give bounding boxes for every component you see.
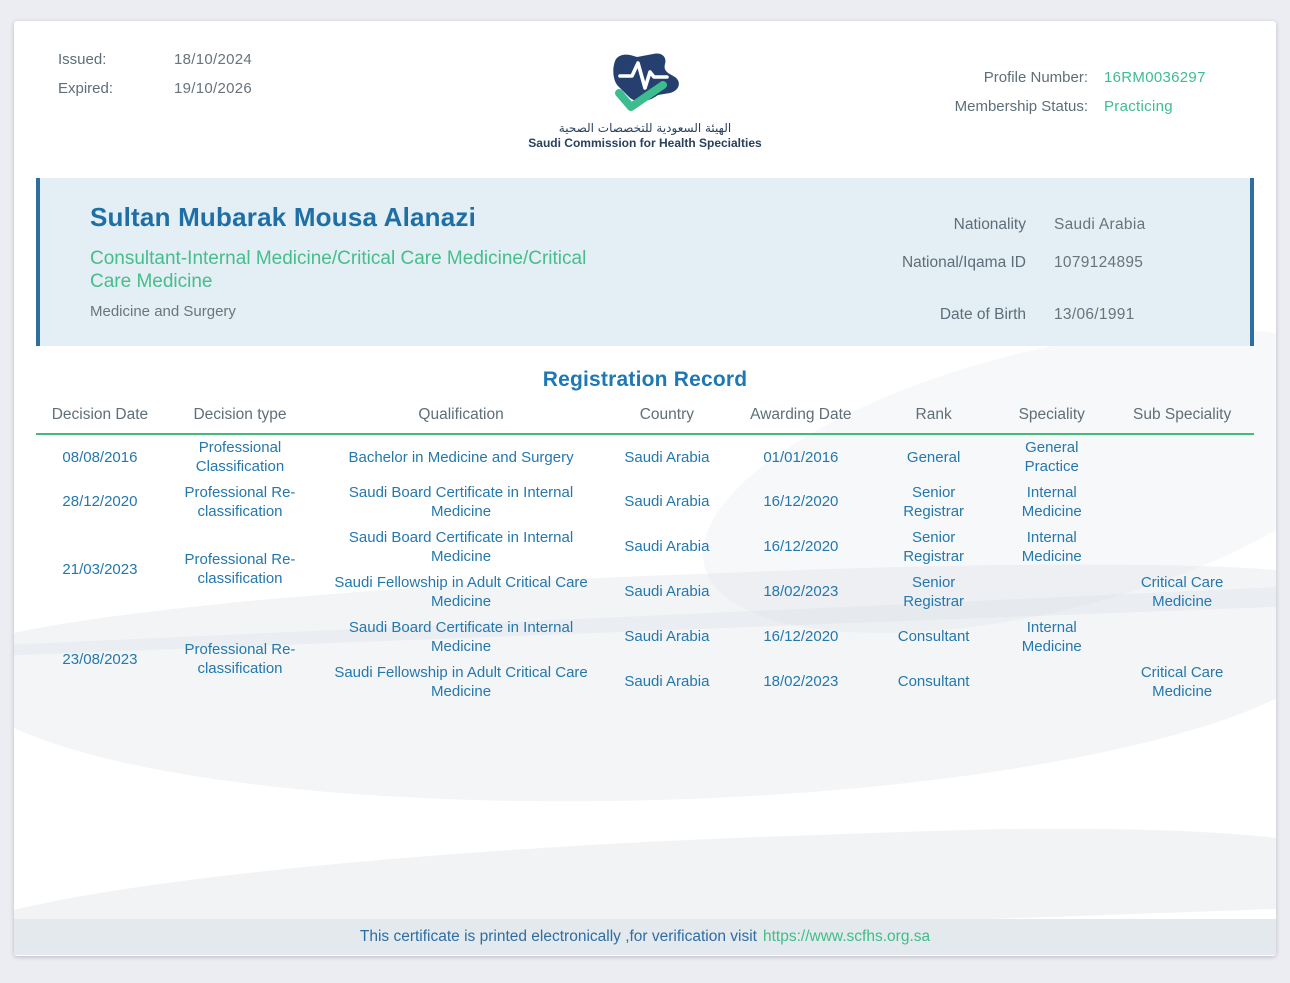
- cell-awarding-date: 16/12/2020: [763, 493, 839, 510]
- certificate-page: [14, 21, 1276, 956]
- verification-footer: [14, 919, 1276, 955]
- table-row: [36, 434, 1254, 479]
- national-id-label: National/Iqama ID: [901, 254, 1026, 271]
- logo-english-text: Saudi Commission for Health Specialties: [528, 136, 762, 150]
- table-header-row: [36, 406, 1254, 434]
- cell-qualification: Saudi Fellowship in Adult Critical Care Medicine: [334, 573, 588, 610]
- cell-speciality: [993, 659, 1110, 704]
- nationality-label: Nationality: [953, 216, 1026, 233]
- cell-rank: Senior Registrar: [903, 528, 965, 565]
- table-row: [36, 524, 1254, 569]
- cell-speciality: Internal Medicine: [1021, 618, 1082, 655]
- cell-decision-type: Professional Classification: [195, 439, 285, 475]
- validity-block: [58, 51, 505, 109]
- cell-speciality: [993, 569, 1110, 614]
- cell-rank: Senior Registrar: [903, 573, 965, 610]
- issued-value: 18/10/2024: [174, 51, 253, 68]
- cell-country: Saudi Arabia: [624, 673, 710, 690]
- expired-label: Expired:: [58, 80, 114, 97]
- cell-sub-speciality: Critical Care Medicine: [1140, 663, 1224, 700]
- issued-row: [58, 51, 505, 68]
- cell-decision-date: 08/08/2016: [62, 448, 138, 466]
- cell-country: Saudi Arabia: [624, 583, 710, 600]
- cell-awarding-date: 18/02/2023: [763, 583, 839, 600]
- registration-table: [36, 406, 1254, 704]
- logo-arabic-text: الهيئة السعودية للتخصصات الصحية: [558, 121, 732, 135]
- dob-label: Date of Birth: [939, 306, 1026, 323]
- cell-decision-date: 23/08/2023: [62, 650, 138, 668]
- logo-block: [505, 47, 785, 150]
- header-sub-speciality: Sub Speciality: [1110, 406, 1254, 434]
- expired-row: [58, 80, 505, 97]
- cell-awarding-date: 01/01/2016: [763, 448, 839, 466]
- certificate-content: [14, 21, 1276, 956]
- header-speciality: Speciality: [993, 406, 1110, 434]
- holder-name: Sultan Mubarak Mousa Alanazi: [90, 202, 477, 232]
- holder-degree: Medicine and Surgery: [90, 303, 236, 320]
- cell-speciality: General Practice: [1024, 439, 1079, 475]
- membership-status-label: Membership Status:: [954, 98, 1088, 115]
- header-country: Country: [606, 406, 728, 434]
- profile-number-value: 16RM0036297: [1104, 69, 1206, 86]
- cell-decision-date: 21/03/2023: [62, 560, 138, 578]
- cell-qualification: Saudi Board Certificate in Internal Medicine: [348, 618, 574, 655]
- cell-country: Saudi Arabia: [624, 448, 710, 466]
- cell-awarding-date: 16/12/2020: [763, 628, 839, 645]
- header-rank: Rank: [874, 406, 993, 434]
- cell-sub-speciality: [1110, 614, 1254, 659]
- cell-rank: Senior Registrar: [903, 483, 965, 520]
- cell-rank: Consultant: [897, 628, 970, 645]
- footer-text: This certificate is printed electronically ,for verification visit: [359, 928, 757, 945]
- registration-record-title: Registration Record: [542, 368, 748, 391]
- holder-banner: [36, 178, 1254, 346]
- cell-rank: General: [906, 448, 961, 466]
- header-qualification: Qualification: [316, 406, 606, 434]
- cell-speciality: Internal Medicine: [1021, 483, 1082, 520]
- expired-value: 19/10/2026: [174, 80, 253, 97]
- national-id-value: 1079124895: [1054, 254, 1144, 271]
- issued-label: Issued:: [58, 51, 107, 68]
- cell-country: Saudi Arabia: [624, 538, 710, 555]
- header-decision-type: Decision type: [164, 406, 316, 434]
- nationality-value: Saudi Arabia: [1054, 216, 1146, 233]
- membership-status-value: Practicing: [1104, 98, 1173, 115]
- table-row: [36, 479, 1254, 524]
- cell-sub-speciality: [1110, 524, 1254, 569]
- table-row: [36, 614, 1254, 659]
- certificate-header: [14, 21, 1276, 150]
- cell-rank: Consultant: [897, 673, 970, 690]
- cell-sub-speciality: Critical Care Medicine: [1140, 573, 1224, 610]
- cell-decision-date: 28/12/2020: [62, 493, 138, 510]
- cell-country: Saudi Arabia: [624, 628, 710, 645]
- cell-awarding-date: 16/12/2020: [763, 538, 839, 555]
- holder-title: Consultant-Internal Medicine/Critical Care Medicine/Critical Care Medicine: [90, 248, 587, 292]
- holder-details: [902, 216, 1204, 324]
- cell-awarding-date: 18/02/2023: [763, 673, 839, 690]
- cell-qualification: Saudi Board Certificate in Internal Medicine: [348, 528, 574, 565]
- cell-decision-type: Professional Re-classification: [184, 551, 296, 587]
- holder-identity: [90, 202, 590, 346]
- cell-country: Saudi Arabia: [624, 493, 710, 510]
- cell-qualification: Bachelor in Medicine and Surgery: [348, 448, 574, 466]
- cell-qualification: Saudi Fellowship in Adult Critical Care Medicine: [334, 663, 588, 700]
- cell-decision-type: Professional Re-classification: [184, 483, 296, 520]
- cell-sub-speciality: [1110, 479, 1254, 524]
- profile-number-label: Profile Number:: [983, 69, 1088, 86]
- scfhs-map-pulse-icon: [583, 47, 707, 119]
- profile-block: [785, 69, 1232, 115]
- header-decision-date: Decision Date: [36, 406, 164, 434]
- cell-decision-type: Professional Re-classification: [184, 641, 296, 677]
- verification-link[interactable]: https://www.scfhs.org.sa: [763, 928, 931, 945]
- cell-sub-speciality: [1110, 434, 1254, 479]
- cell-speciality: Internal Medicine: [1021, 528, 1082, 565]
- header-awarding-date: Awarding Date: [728, 406, 874, 434]
- cell-qualification: Saudi Board Certificate in Internal Medicine: [348, 483, 574, 520]
- dob-value: 13/06/1991: [1054, 306, 1135, 323]
